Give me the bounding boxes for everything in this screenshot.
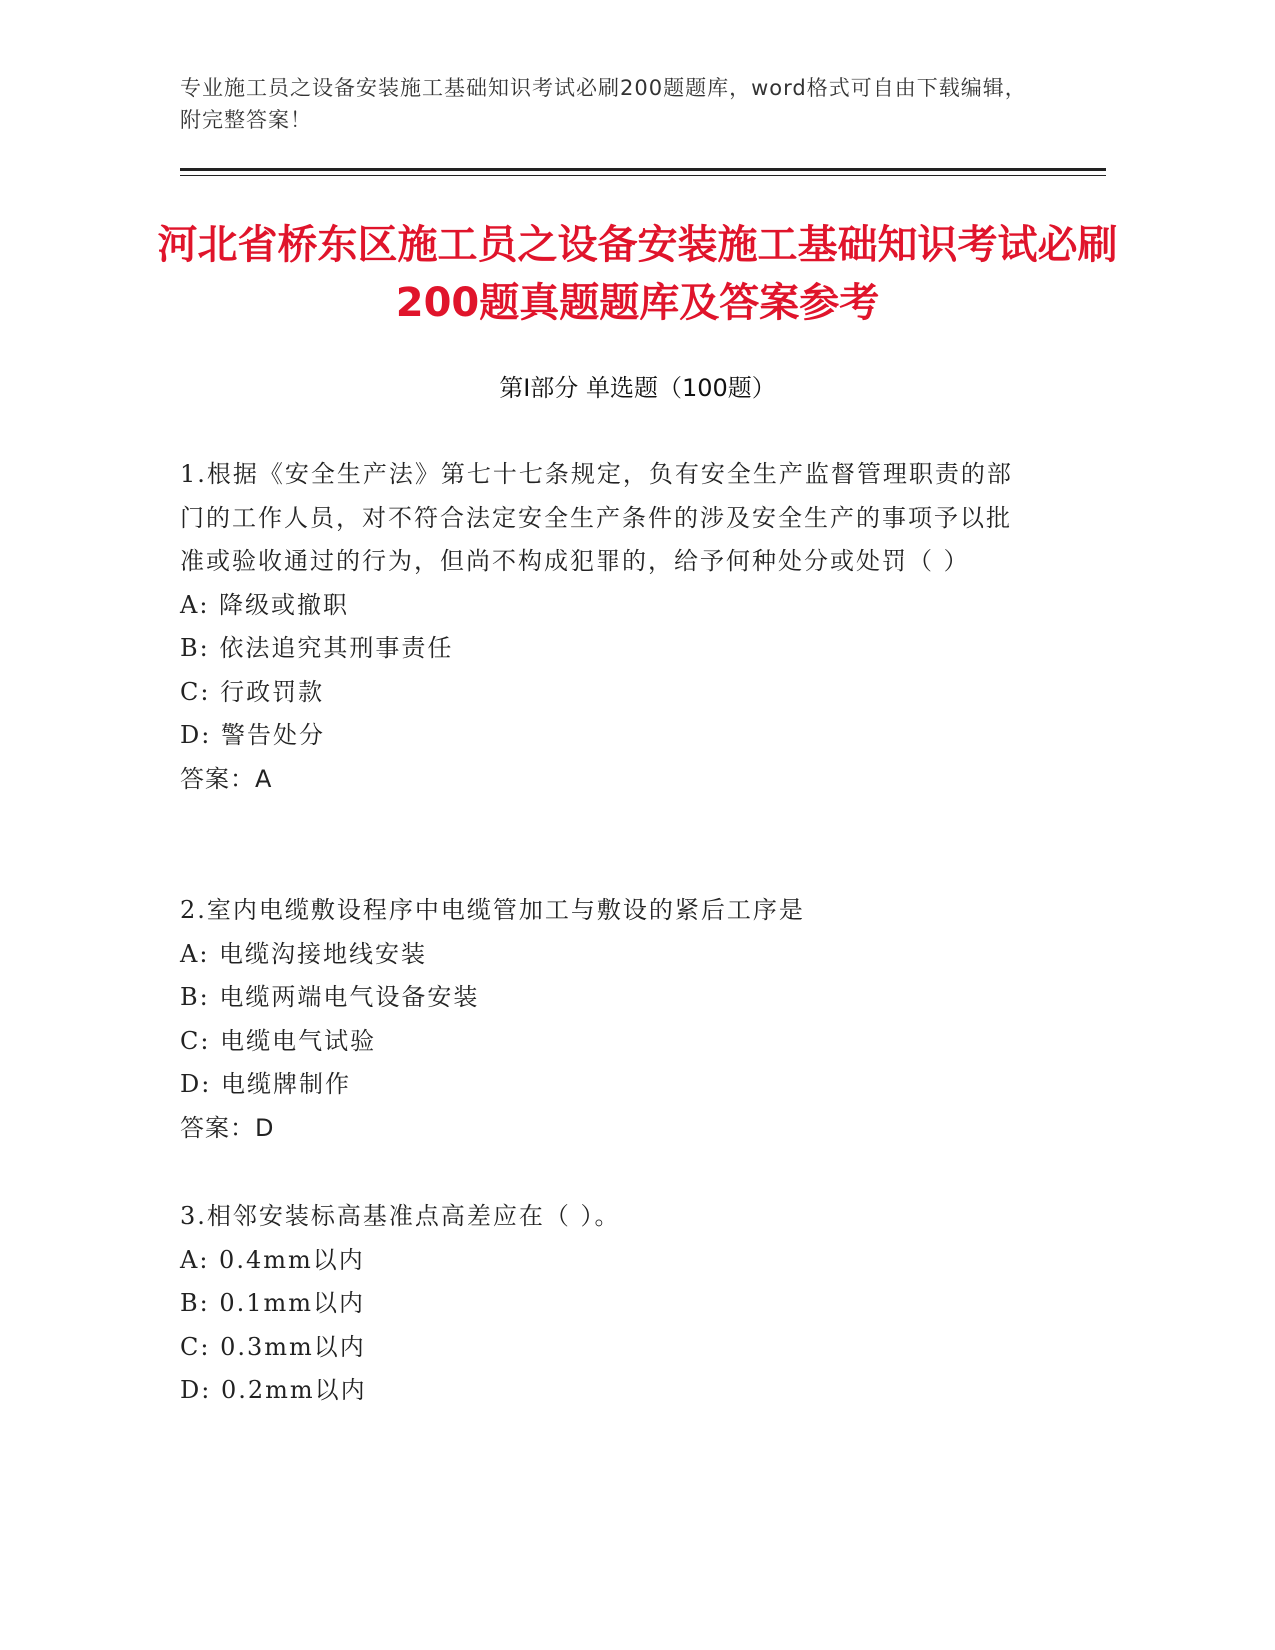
document-title: 河北省桥东区施工员之设备安装施工基础知识考试必刷200题真题题库及答案参考 [157,222,1118,326]
option-c: C: 行政罚款 [180,677,325,706]
header-divider-thick [180,168,1106,171]
option-d: D: 警告处分 [180,721,325,749]
header-note: 专业施工员之设备安装施工基础知识考试必刷200题题库，word格式可自由下载编辑，附完整答案！ [180,76,1027,132]
option-b: B: 0.1mm以内 [180,1289,366,1317]
option-a: A: 0.4mm以内 [180,1245,365,1274]
question-text: 1.根据《安全生产法》第七十七条规定，负有安全生产监督管理职责的部门的工作人员，对不符合法定安全生产条件的涉及安全生产的事项予以批准或验收通过的行为，但尚不构成犯罪的，给予何种处分或处罚（ ） [180,460,1013,575]
question-text: 3.相邻安装标高基准点高差应在（ ）。 [180,1202,621,1230]
answer: 答案：D [180,1113,275,1142]
header-divider-thin [180,175,1106,176]
option-a: A: 电缆沟接地线安装 [180,939,428,968]
option-c: C: 电缆电气试验 [180,1026,377,1055]
option-d: D: 0.2mm以内 [180,1376,367,1404]
question-1 [180,453,1020,801]
option-b: B: 电缆两端电气设备安装 [180,983,480,1011]
option-d: D: 电缆牌制作 [180,1070,351,1098]
question-3 [180,1195,1020,1413]
question-2 [180,889,1020,1150]
option-b: B: 依法追究其刑事责任 [180,634,454,662]
answer: 答案：A [180,764,273,793]
option-a: A: 降级或撤职 [180,590,350,619]
option-c: C: 0.3mm以内 [180,1332,366,1361]
question-text: 2.室内电缆敷设程序中电缆管加工与敷设的紧后工序是 [180,896,805,924]
section-heading: 第Ⅰ部分 单选题（100题） [499,374,776,402]
